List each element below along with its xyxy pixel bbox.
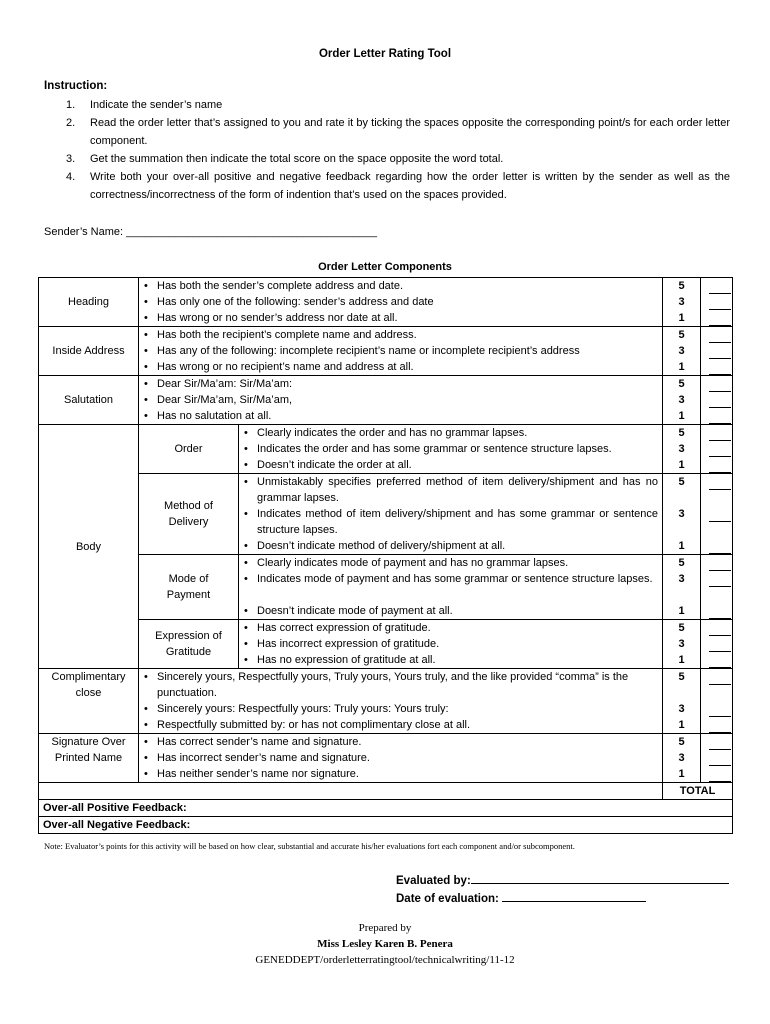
criterion: • Indicates the order and has some grammar or sentence structure lapses. <box>244 443 612 455</box>
tick-space[interactable] <box>709 392 731 408</box>
tick-space[interactable] <box>709 359 731 375</box>
criterion: • Doesn’t indicate the order at all. <box>244 459 412 471</box>
criteria-salutation <box>139 376 663 425</box>
instruction-item <box>44 150 730 168</box>
criterion: • Has no expression of gratitude at all. <box>244 654 436 666</box>
tick-space[interactable] <box>709 425 731 441</box>
tick-space[interactable] <box>709 620 731 636</box>
point-value: 1 <box>678 719 685 731</box>
bullet-icon: • <box>144 671 148 683</box>
tick-space[interactable] <box>709 474 731 490</box>
bullet-icon: • <box>144 296 148 308</box>
criterion: • Sincerely yours, Respectfully yours, Truly yours, Yours truly, and the like provided “comma” is the punctuation. <box>144 671 629 699</box>
point-value: 1 <box>678 768 685 780</box>
point-value: 3 <box>678 394 685 406</box>
points-inside-address <box>663 327 701 376</box>
tick-space[interactable] <box>709 408 731 424</box>
bullet-icon: • <box>144 394 148 406</box>
point-value: 5 <box>678 427 685 439</box>
bullet-icon: • <box>144 410 148 422</box>
criterion: • Doesn’t indicate method of delivery/shipment at all. <box>244 540 506 552</box>
criteria-gratitude <box>239 620 663 669</box>
table-row-heading <box>39 278 733 327</box>
subcategory-delivery: Method of Delivery <box>139 474 239 555</box>
point-value: 3 <box>678 443 685 455</box>
point-value: 5 <box>678 736 685 748</box>
tick-space[interactable] <box>709 278 731 294</box>
criterion: • Dear Sir/Ma’am: Sir/Ma’am: <box>144 378 293 390</box>
point-value: 5 <box>678 671 685 683</box>
tick-space[interactable] <box>709 327 731 343</box>
point-value: 1 <box>678 540 685 552</box>
bullet-icon: • <box>244 476 248 488</box>
negative-feedback-field[interactable]: Over-all Negative Feedback: <box>39 817 733 834</box>
points-order <box>663 425 701 474</box>
tick-spaces-payment <box>701 555 733 620</box>
tick-spaces-delivery <box>701 474 733 555</box>
table-row-body-order <box>39 425 733 474</box>
criterion: • Sincerely yours: Respectfully yours: Truly yours: Yours truly: <box>144 703 449 715</box>
bullet-icon: • <box>244 573 248 585</box>
instruction-item <box>44 168 730 204</box>
total-label: TOTAL <box>663 783 733 800</box>
tick-space[interactable] <box>709 376 731 392</box>
table-row-inside-address <box>39 327 733 376</box>
bullet-icon: • <box>144 703 148 715</box>
points-salutation <box>663 376 701 425</box>
criteria-delivery <box>239 474 663 555</box>
instruction-text: Write both your over-all positive and negative feedback regarding how the order letter is written by the sender as well as the correctness/incorrectness of the form of indention that’s used on the spaces provided. <box>90 171 730 201</box>
criterion: • Has correct sender’s name and signature. <box>144 736 362 748</box>
evaluated-by-field[interactable]: Evaluated by: <box>396 871 729 887</box>
criterion: • Dear Sir/Ma’am, Sir/Ma’am, <box>144 394 293 406</box>
points-gratitude <box>663 620 701 669</box>
category-heading: Heading <box>39 278 139 327</box>
document-title: Order Letter Rating Tool <box>318 48 452 60</box>
point-value: 3 <box>678 638 685 650</box>
preparer-name: Miss Lesley Karen B. Penera <box>317 938 453 950</box>
sender-name-field[interactable]: Sender’s Name: _________________________________________ <box>44 226 377 238</box>
instruction-list <box>44 96 730 204</box>
bullet-icon: • <box>144 752 148 764</box>
criterion: • Indicates mode of payment and has some grammar or sentence structure lapses. <box>244 573 653 585</box>
bullet-icon: • <box>244 540 248 552</box>
tick-spaces-signature <box>701 734 733 783</box>
subcategory-gratitude: Expression of Gratitude <box>139 620 239 669</box>
instruction-text: Get the summation then indicate the total score on the space opposite the word total. <box>90 153 504 165</box>
criterion: • Has wrong or no recipient’s name and address at all. <box>144 361 414 373</box>
criteria-complimentary-close <box>139 669 663 734</box>
bullet-icon: • <box>244 427 248 439</box>
points-heading <box>663 278 701 327</box>
criteria-signature <box>139 734 663 783</box>
bullet-icon: • <box>144 312 148 324</box>
criterion: • Has any of the following: incomplete recipient’s name or incomplete recipient’s address <box>144 345 580 357</box>
point-value: 3 <box>678 573 685 585</box>
tick-space[interactable] <box>709 343 731 359</box>
tick-space[interactable] <box>709 603 731 619</box>
bullet-icon: • <box>244 622 248 634</box>
criteria-inside-address <box>139 327 663 376</box>
table-row-body-delivery <box>39 474 733 555</box>
instruction-heading: Instruction: <box>44 80 108 92</box>
criterion: • Has both the recipient’s complete name and address. <box>144 329 417 341</box>
point-value: 1 <box>678 459 685 471</box>
subcategory-order: Order <box>139 425 239 474</box>
bullet-icon: • <box>244 605 248 617</box>
table-row-body-payment <box>39 555 733 620</box>
tick-space[interactable] <box>709 457 731 473</box>
criterion: • Has neither sender’s name nor signature. <box>144 768 359 780</box>
point-value: 3 <box>678 703 685 715</box>
date-of-evaluation-field[interactable]: Date of evaluation: <box>396 889 646 905</box>
tick-space[interactable] <box>709 717 731 733</box>
point-value: 1 <box>678 654 685 666</box>
tick-space[interactable] <box>709 571 731 587</box>
subcategory-payment: Mode of Payment <box>139 555 239 620</box>
instruction-item <box>44 96 730 114</box>
criterion: • Unmistakably specifies preferred method of item delivery/shipment and has no grammar lapses. <box>244 476 659 504</box>
table-row-salutation <box>39 376 733 425</box>
instruction-item <box>44 114 730 150</box>
tick-spaces-heading <box>701 278 733 327</box>
bullet-icon: • <box>244 508 248 520</box>
rating-table <box>38 277 733 834</box>
bullet-icon: • <box>144 280 148 292</box>
tick-spaces-complimentary-close <box>701 669 733 734</box>
criterion: • Has only one of the following: sender’s address and date <box>144 296 434 308</box>
bullet-icon: • <box>244 654 248 666</box>
criteria-order <box>239 425 663 474</box>
instruction-text: Indicate the sender’s name <box>90 99 223 111</box>
tick-spaces-gratitude <box>701 620 733 669</box>
total-spacer <box>39 783 663 800</box>
table-row-positive-feedback <box>39 800 733 817</box>
tick-space[interactable] <box>709 701 731 717</box>
points-signature <box>663 734 701 783</box>
point-value: 3 <box>678 296 685 308</box>
category-body: Body <box>39 425 139 669</box>
evaluator-note: Note: Evaluator’s points for this activity will be based on how clear, substantial and accurate his/her evaluations fort each component and/or subcomponent. <box>44 841 575 851</box>
components-title: Order Letter Components <box>318 261 452 273</box>
tick-space[interactable] <box>709 766 731 782</box>
table-row-complimentary-close <box>39 669 733 734</box>
points-complimentary-close <box>663 669 701 734</box>
tick-space[interactable] <box>709 669 731 685</box>
point-value: 3 <box>678 752 685 764</box>
instruction-number: 2. <box>66 117 76 129</box>
point-value: 5 <box>678 476 685 488</box>
criterion: • Has wrong or no sender’s address nor date at all. <box>144 312 398 324</box>
table-row-negative-feedback <box>39 817 733 834</box>
category-salutation: Salutation <box>39 376 139 425</box>
tick-space[interactable] <box>709 441 731 457</box>
points-payment <box>663 555 701 620</box>
criterion: • Indicates method of item delivery/shipment and has some grammar or sentence structure lapses. <box>244 508 659 536</box>
bullet-icon: • <box>144 329 148 341</box>
bullet-icon: • <box>144 378 148 390</box>
tick-space[interactable] <box>709 555 731 571</box>
point-value: 1 <box>678 361 685 373</box>
bullet-icon: • <box>144 768 148 780</box>
bullet-icon: • <box>144 361 148 373</box>
tick-space[interactable] <box>709 652 731 668</box>
table-row-total <box>39 783 733 800</box>
category-complimentary-close: Complimentary close <box>39 669 139 734</box>
bullet-icon: • <box>244 459 248 471</box>
tick-space[interactable] <box>709 294 731 310</box>
criterion: • Has no salutation at all. <box>144 410 272 422</box>
category-inside-address: Inside Address <box>39 327 139 376</box>
point-value: 1 <box>678 312 685 324</box>
tick-space[interactable] <box>709 734 731 750</box>
signature-line[interactable] <box>471 871 729 884</box>
point-value: 5 <box>678 378 685 390</box>
instruction-number: 4. <box>66 171 76 183</box>
date-line[interactable] <box>502 889 646 902</box>
bullet-icon: • <box>244 638 248 650</box>
point-value: 1 <box>678 605 685 617</box>
tick-space[interactable] <box>709 636 731 652</box>
reference-code: GENEDDEPT/orderletterratingtool/technicalwriting/11-12 <box>255 954 515 966</box>
bullet-icon: • <box>144 736 148 748</box>
bullet-icon: • <box>144 345 148 357</box>
tick-spaces-inside-address <box>701 327 733 376</box>
point-value: 3 <box>678 508 685 520</box>
criteria-payment <box>239 555 663 620</box>
positive-feedback-field[interactable]: Over-all Positive Feedback: <box>39 800 733 817</box>
points-delivery <box>663 474 701 555</box>
tick-space[interactable] <box>709 750 731 766</box>
criterion: • Doesn’t indicate mode of payment at all. <box>244 605 453 617</box>
point-value: 5 <box>678 329 685 341</box>
criterion: • Has both the sender’s complete address and date. <box>144 280 404 292</box>
criterion: • Has incorrect expression of gratitude. <box>244 638 440 650</box>
category-signature: Signature Over Printed Name <box>39 734 139 783</box>
tick-spaces-order <box>701 425 733 474</box>
criterion: • Clearly indicates the order and has no grammar lapses. <box>244 427 528 439</box>
criterion: • Has correct expression of gratitude. <box>244 622 431 634</box>
point-value: 1 <box>678 410 685 422</box>
criterion: • Clearly indicates mode of payment and has no grammar lapses. <box>244 557 569 569</box>
criterion: • Has incorrect sender’s name and signature. <box>144 752 370 764</box>
criteria-heading <box>139 278 663 327</box>
point-value: 5 <box>678 557 685 569</box>
bullet-icon: • <box>144 719 148 731</box>
bullet-icon: • <box>244 557 248 569</box>
table-row-signature <box>39 734 733 783</box>
bullet-icon: • <box>244 443 248 455</box>
instruction-number: 1. <box>66 99 76 111</box>
point-value: 5 <box>678 622 685 634</box>
tick-spaces-salutation <box>701 376 733 425</box>
tick-space[interactable] <box>709 538 731 554</box>
criterion: • Respectfully submitted by: or has not complimentary close at all. <box>144 719 471 731</box>
prepared-by-label: Prepared by <box>358 922 412 934</box>
table-row-body-gratitude <box>39 620 733 669</box>
instruction-text: Read the order letter that’s assigned to you and rate it by ticking the spaces opposite the corresponding point/s for each order letter component. <box>90 117 730 147</box>
instruction-number: 3. <box>66 153 76 165</box>
point-value: 5 <box>678 280 685 292</box>
tick-space[interactable] <box>709 506 731 522</box>
tick-space[interactable] <box>709 310 731 326</box>
point-value: 3 <box>678 345 685 357</box>
